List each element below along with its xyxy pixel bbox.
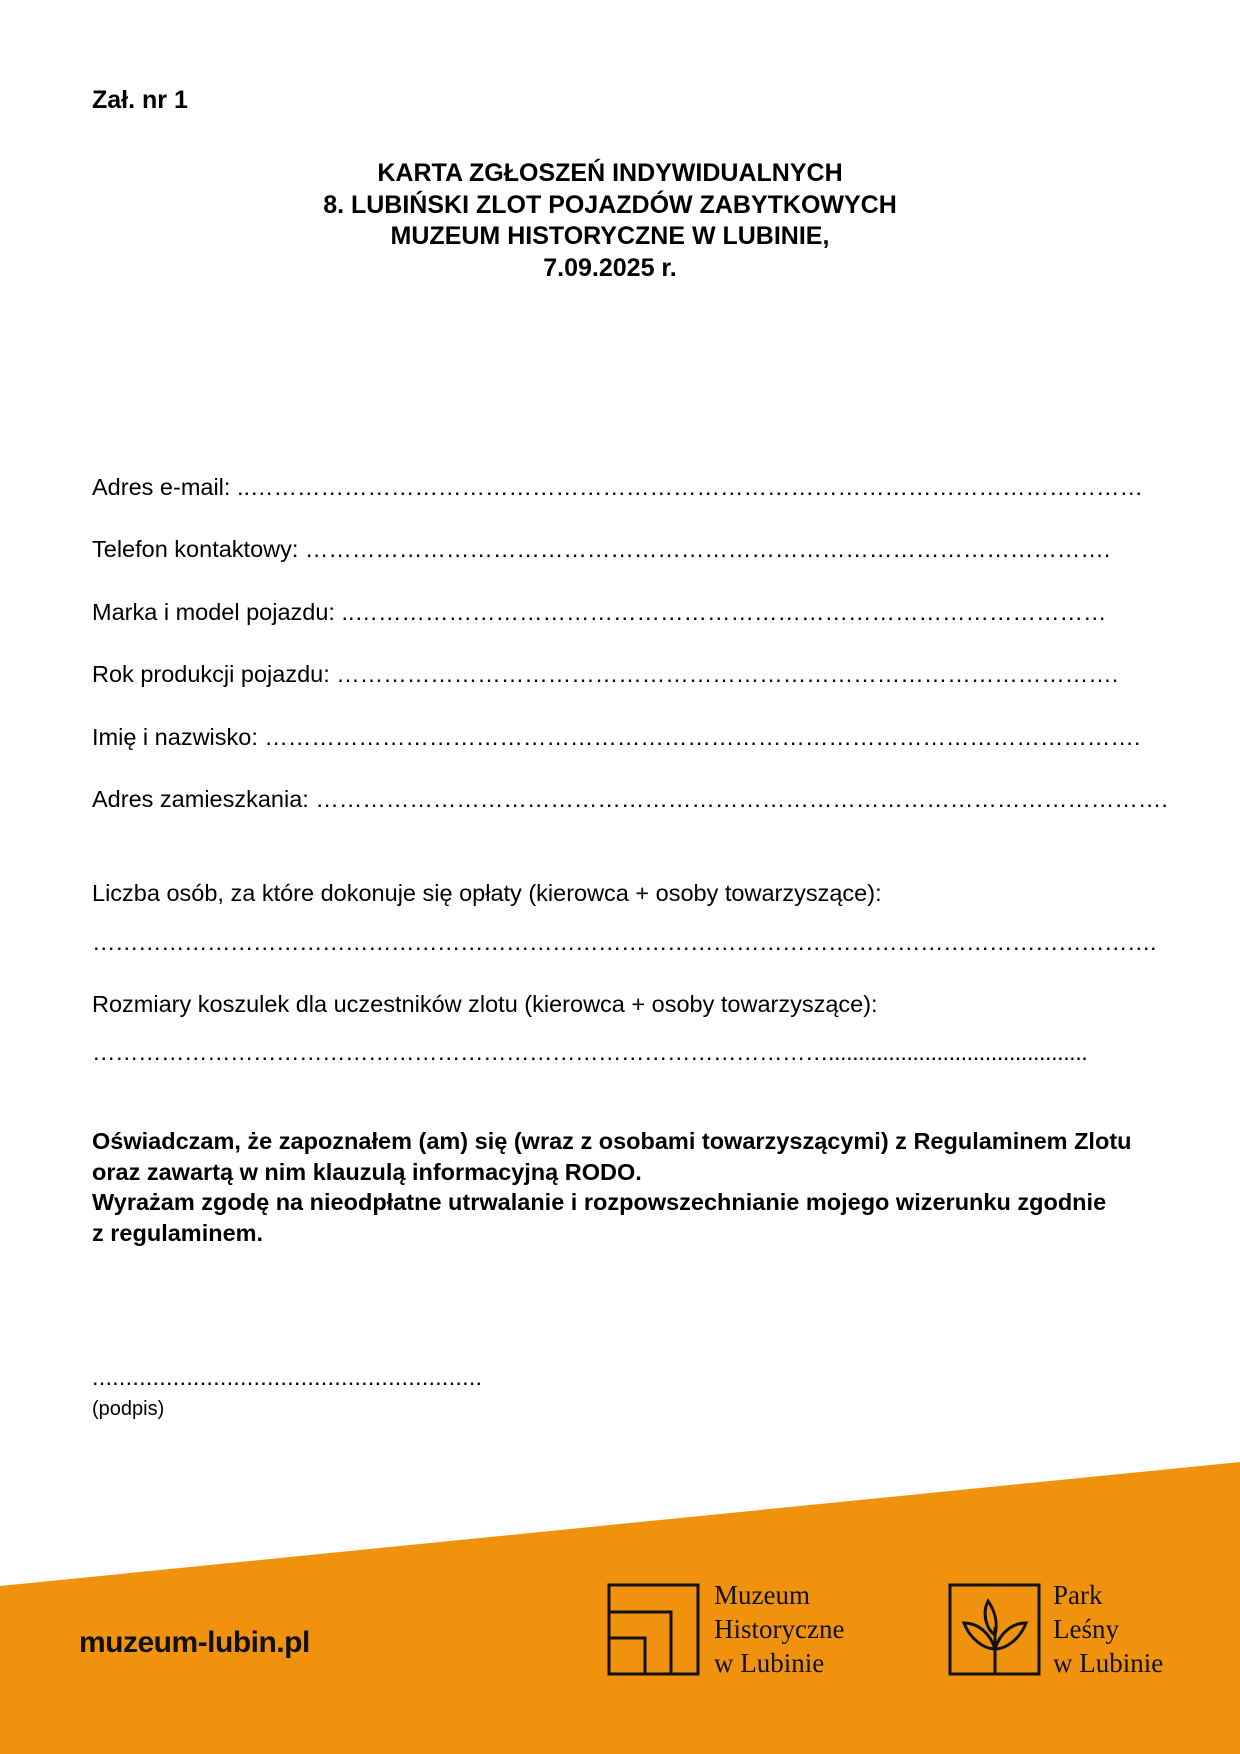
vehicle-model-field: Marka i model pojazdu: ..…………………………………………………………………………………… [92, 599, 1107, 625]
website-url: muzeum-lubin.pl [79, 1626, 310, 1659]
park-logo-icon [948, 1583, 1042, 1677]
attachment-label: Zał. nr 1 [92, 86, 188, 114]
full-name-field: Imię i nazwisko: …………………………………………………………………………………………………. [92, 724, 1141, 750]
shirt-sizes-blank: ……………………………………………………………………………………........................................... [92, 1039, 1088, 1065]
park-logo-line-2: Leśny [1053, 1614, 1119, 1644]
museum-logo-line-1: Muzeum [714, 1580, 810, 1610]
museum-logo-line-3: w Lubinie [714, 1648, 825, 1678]
title-line-3: MUZEUM HISTORYCZNE W LUBINIE, [390, 222, 830, 250]
signature-line: .......................................................... [92, 1364, 483, 1390]
title-line-2: 8. LUBIŃSKI ZLOT POJAZDÓW ZABYTKOWYCH [323, 190, 897, 219]
email-field: Adres e-mail: ..…………………………………………………………………………………………………… [92, 474, 1144, 500]
museum-logo-line-2: Historyczne [714, 1614, 845, 1644]
park-logo-text [1053, 1578, 1163, 1680]
address-field: Adres zamieszkania: ………………………………………………………………………………………………. [92, 786, 1168, 812]
statement-line-2: oraz zawartą w nim klauzulą informacyjną RODO. [92, 1158, 642, 1185]
production-year-field: Rok produkcji pojazdu: ………………………………………………………………………………………. [92, 661, 1119, 687]
statement-line-4: z regulaminem. [92, 1219, 264, 1246]
signature-caption: (podpis) [92, 1398, 165, 1420]
park-logo-line-1: Park [1053, 1580, 1103, 1610]
title-line-4: 7.09.2025 r. [543, 253, 677, 282]
statement-line-1: Oświadczam, że zapoznałem (am) się (wraz z osobami towarzyszącymi) z Regulaminem Zlotu [92, 1128, 1132, 1154]
phone-field: Telefon kontaktowy: …………………………………………………………………………………………. [92, 536, 1111, 562]
persons-count-blank: …………………………………………………………………………………………………………………………. [92, 929, 1157, 955]
title-line-1: KARTA ZGŁOSZEŃ INDYWIDUALNYCH [377, 159, 843, 187]
museum-logo-icon [607, 1583, 701, 1677]
park-logo-line-3: w Lubinie [1053, 1648, 1164, 1678]
shirt-sizes-label: Rozmiary koszulek dla uczestników zlotu (kierowca + osoby towarzyszące): [92, 991, 878, 1017]
statement-line-3: Wyrażam zgodę na nieodpłatne utrwalanie i rozpowszechnianie mojego wizerunku zgodnie [92, 1189, 1107, 1215]
museum-logo-text [714, 1578, 844, 1680]
persons-count-label: Liczba osób, za które dokonuje się opłaty (kierowca + osoby towarzyszące): [92, 880, 882, 906]
